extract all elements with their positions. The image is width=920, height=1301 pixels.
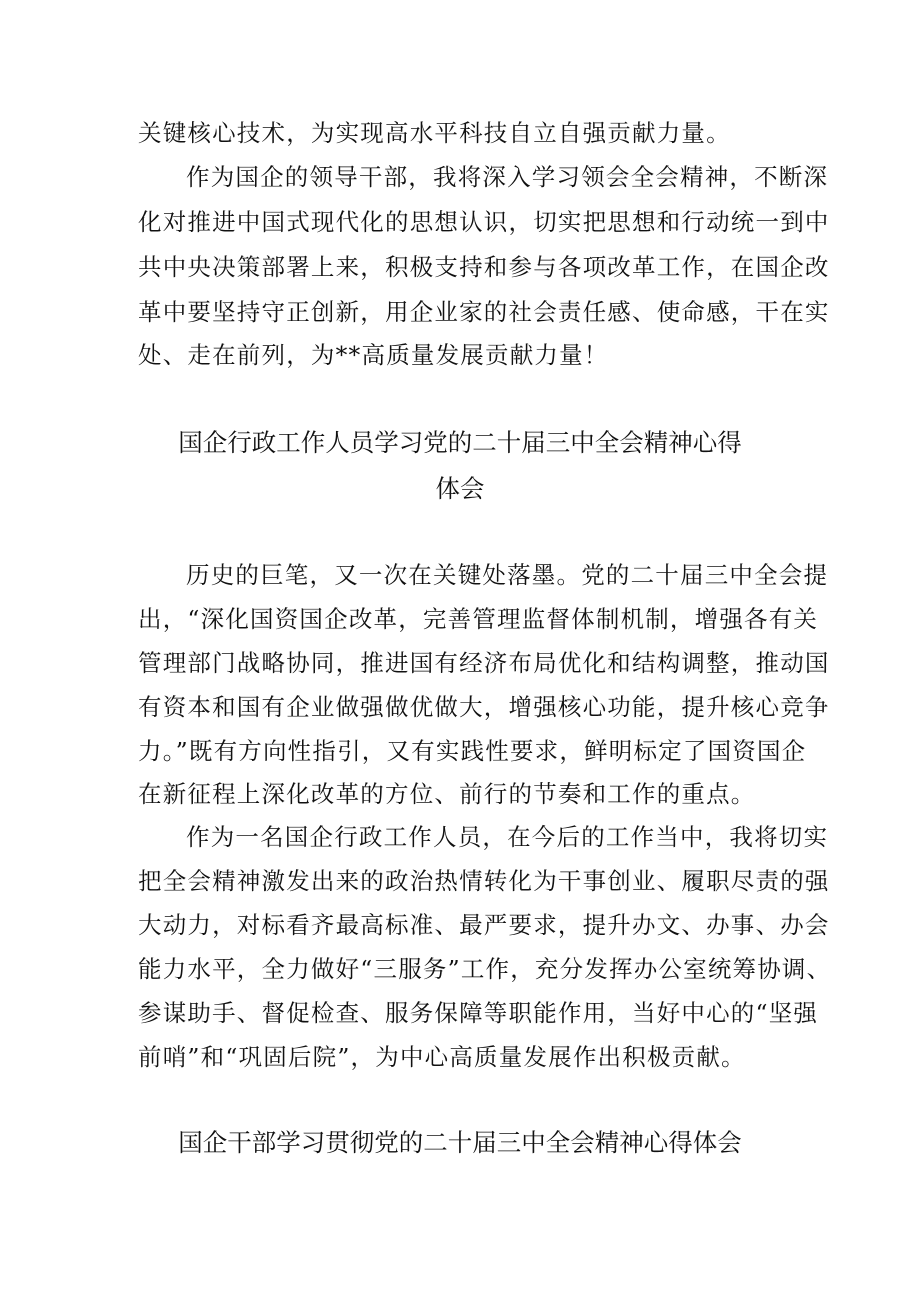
section-heading: 国企行政工作人员学习党的二十届三中全会精神心得 (178, 428, 742, 457)
paragraph-line: 出，“深化国资国企改革，完善管理监督体制机制，增强各有关 (138, 605, 819, 633)
section-heading: 国企干部学习贯彻党的二十届三中全会精神心得体会 (178, 1128, 742, 1157)
section-heading: 体会 (435, 474, 485, 503)
paragraph-line: 力。”既有方向性指引，又有实践性要求，鲜明标定了国资国企 (138, 737, 807, 765)
paragraph-line: 作为一名国企行政工作人员，在今后的工作当中，我将切实 (186, 823, 829, 851)
paragraph-line: 把全会精神激发出来的政治热情转化为干事创业、履职尽责的强 (138, 867, 830, 895)
paragraph-line: 共中央决策部署上来，积极支持和参与各项改革工作，在国企改 (138, 253, 830, 281)
paragraph-line: 处、走在前列，为**高质量发展贡献力量！ (138, 341, 609, 369)
paragraph-line: 大动力，对标看齐最高标准、最严要求，提升办文、办事、办会 (138, 911, 830, 939)
paragraph-line: 革中要坚持守正创新，用企业家的社会责任感、使命感，干在实 (138, 298, 830, 326)
paragraph-line: 参谋助手、督促检查、服务保障等职能作用，当好中心的“坚强 (138, 999, 819, 1027)
paragraph-line: 关键核心技术，为实现高水平科技自立自强贡献力量。 (138, 119, 731, 147)
paragraph-line: 能力水平，全力做好“三服务”工作，充分发挥办公室统筹协调、 (138, 955, 832, 983)
paragraph-line: 在新征程上深化改革的方位、前行的节奏和工作的重点。 (138, 780, 756, 808)
paragraph-line: 历史的巨笔，又一次在关键处落墨。党的二十届三中全会提 (186, 561, 829, 589)
paragraph-line: 管理部门战略协同，推进国有经济布局优化和结构调整，推动国 (138, 649, 830, 677)
paragraph-line: 化对推进中国式现代化的思想认识，切实把思想和行动统一到中 (138, 208, 830, 236)
paragraph-line: 前哨”和“巩固后院”，为中心高质量发展作出积极贡献。 (138, 1043, 746, 1071)
paragraph-line: 作为国企的领导干部，我将深入学习领会全会精神，不断深 (186, 163, 829, 191)
paragraph-line: 有资本和国有企业做强做优做大，增强核心功能，提升核心竞争 (138, 693, 830, 721)
